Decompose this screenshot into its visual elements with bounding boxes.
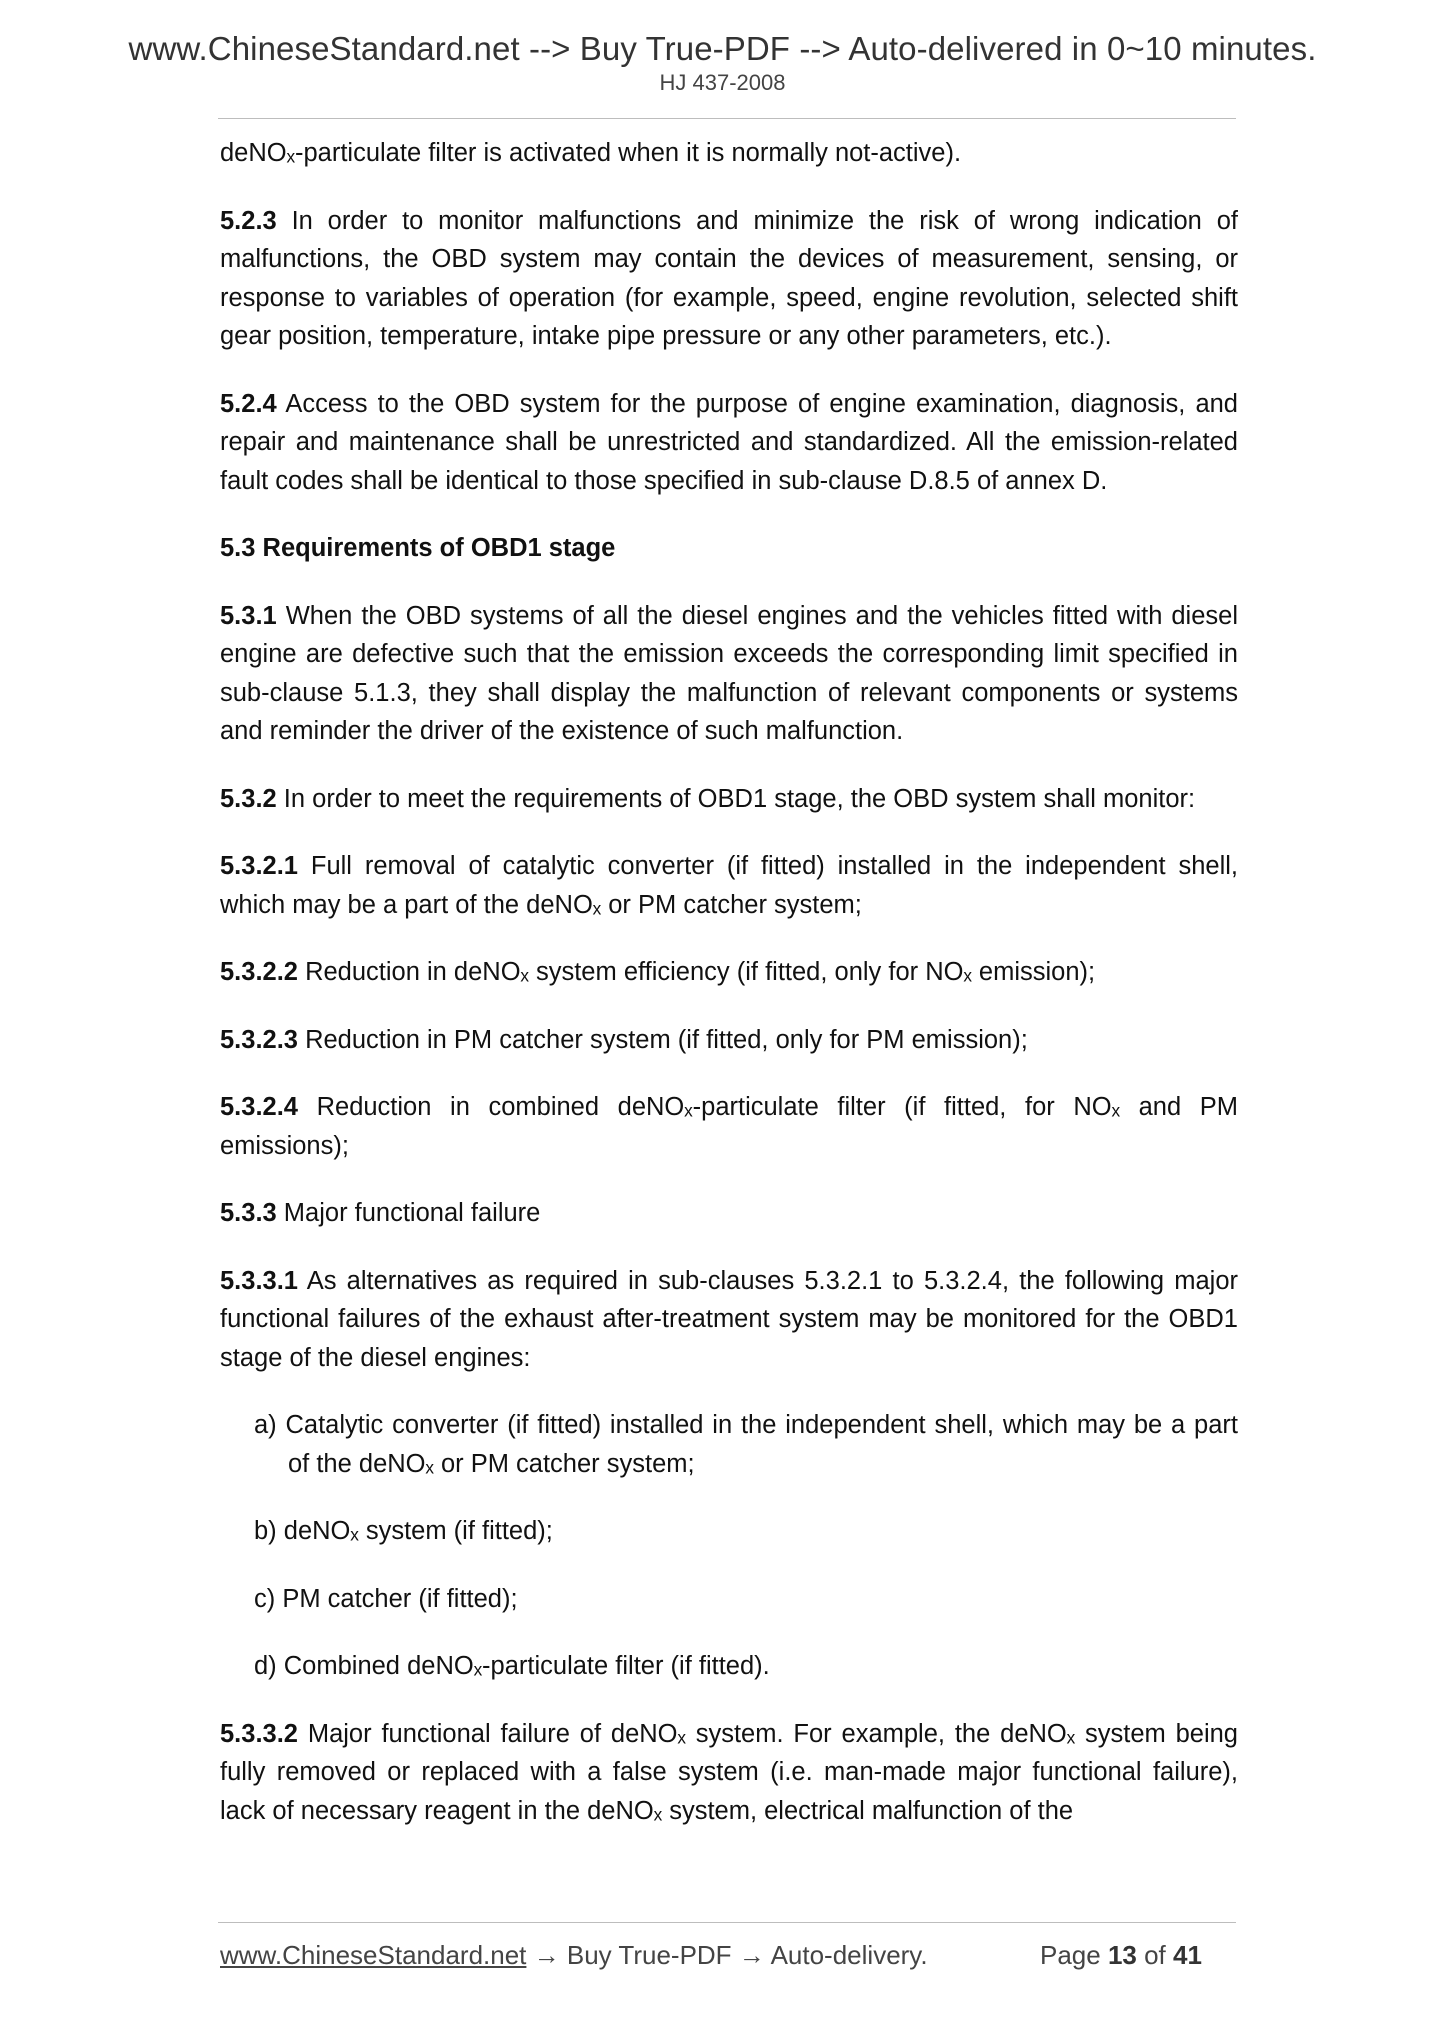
list-item-d: d) Combined deNOₓ-particulate filter (if fitted).	[254, 1652, 770, 1680]
clause-number: 5.3.2	[220, 784, 277, 813]
clause-5-3-2-1	[220, 847, 1238, 924]
clause-5-3-3	[220, 1194, 1238, 1233]
section-heading-5-3	[220, 529, 1238, 568]
clause-text: Reduction in deNOₓ system efficiency (if fitted, only for NOₓ emission);	[297, 958, 1096, 986]
document-body	[220, 134, 1238, 1859]
clause-number: 5.2.4	[220, 389, 277, 418]
clause-5-3-1	[220, 597, 1238, 751]
clause-number: 5.3.3.2	[220, 1719, 298, 1748]
section-heading-text: 5.3 Requirements of OBD1 stage	[220, 534, 616, 562]
clause-text: As alternatives as required in sub-clauses 5.3.2.1 to 5.3.2.4, the following major functional failures of the exhaust after-treatment system may be monitored for the OBD1 stage of the diesel engines:	[220, 1266, 1238, 1372]
list-item-b: b) deNOₓ system (if fitted);	[254, 1517, 553, 1545]
clause-5-3-2-4	[220, 1088, 1238, 1165]
paragraph-continuation: deNOₓ-particulate filter is activated when it is normally not-active).	[220, 139, 962, 167]
clause-text: In order to meet the requirements of OBD1 stage, the OBD system shall monitor:	[276, 784, 1196, 813]
clause-number: 5.2.3	[220, 206, 277, 235]
page-label: Page	[1040, 1940, 1108, 1970]
clause-5-3-2-2	[220, 953, 1238, 992]
clause-number: 5.3.2.3	[220, 1025, 298, 1054]
site-banner: www.ChineseStandard.net --> Buy True-PDF --> Auto-delivered in 0~10 minutes.	[128, 30, 1317, 67]
clause-5-3-2	[220, 780, 1238, 819]
clause-number: 5.3.3.1	[220, 1266, 298, 1295]
of-label: of	[1136, 1940, 1174, 1970]
clause-number: 5.3.2.4	[220, 1093, 298, 1121]
total-pages: 41	[1173, 1940, 1202, 1970]
clause-5-3-3-2	[220, 1715, 1238, 1831]
clause-number: 5.3.3	[220, 1199, 277, 1227]
clause-text: Reduction in combined deNOₓ-particulate filter (if fitted, for NOₓ and PM emissions);	[220, 1093, 1238, 1160]
clause-text: Access to the OBD system for the purpose of engine examination, diagnosis, and repair and maintenance shall be unrestricted and standardized. All the emission-related fault codes shall be identical to those specified in sub-clause D.8.5 of annex D.	[220, 389, 1238, 495]
clause-number: 5.3.2.1	[220, 852, 298, 880]
clause-5-2-3	[220, 202, 1238, 356]
footer-divider	[218, 1922, 1236, 1923]
list-item-a: a) Catalytic converter (if fitted) installed in the independent shell, which may be a part of the deNOₓ or PM catcher system;	[254, 1411, 1238, 1478]
clause-number: 5.3.1	[220, 601, 277, 630]
footer-site-link[interactable]: www.ChineseStandard.net	[220, 1940, 527, 1970]
clause-text: Major functional failure	[276, 1199, 541, 1227]
clause-text: Reduction in PM catcher system (if fitted, only for PM emission);	[297, 1025, 1028, 1054]
clause-text: Major functional failure of deNOₓ system. For example, the deNOₓ system being fully removed or replaced with a false system (i.e. man-made major functional failure), lack of necessary reagent in the deNOₓ system, electrical malfunction of the	[220, 1719, 1238, 1825]
clause-text: In order to monitor malfunctions and minimize the risk of wrong indication of malfunctions, the OBD system may contain the devices of measurement, sensing, or response to variables of operation (for example, speed, engine revolution, selected shift gear position, temperature, intake pipe pressure or any other parameters, etc.).	[220, 206, 1238, 350]
current-page-number: 13	[1107, 1940, 1137, 1970]
clause-5-3-2-3	[220, 1021, 1238, 1060]
header-divider	[218, 118, 1236, 119]
footer-promo-text: → Buy True-PDF → Auto-delivery.	[526, 1940, 928, 1970]
footer-promo	[220, 1940, 928, 1971]
clause-number: 5.3.2.2	[220, 958, 298, 986]
clause-text: Full removal of catalytic converter (if fitted) installed in the independent shell, which may be a part of the deNOₓ or PM catcher system;	[220, 852, 1238, 919]
clause-text: When the OBD systems of all the diesel engines and the vehicles fitted with diesel engine are defective such that the emission exceeds the corresponding limit specified in sub-clause 5.1.3, they shall display the malfunction of relevant components or systems and reminder the driver of the existence of such malfunction.	[220, 601, 1238, 745]
page-indicator	[1040, 1940, 1202, 1971]
document-id: HJ 437-2008	[659, 70, 786, 95]
clause-5-2-4	[220, 385, 1238, 501]
clause-5-3-3-1	[220, 1262, 1238, 1378]
list-item-c: c) PM catcher (if fitted);	[254, 1584, 518, 1613]
